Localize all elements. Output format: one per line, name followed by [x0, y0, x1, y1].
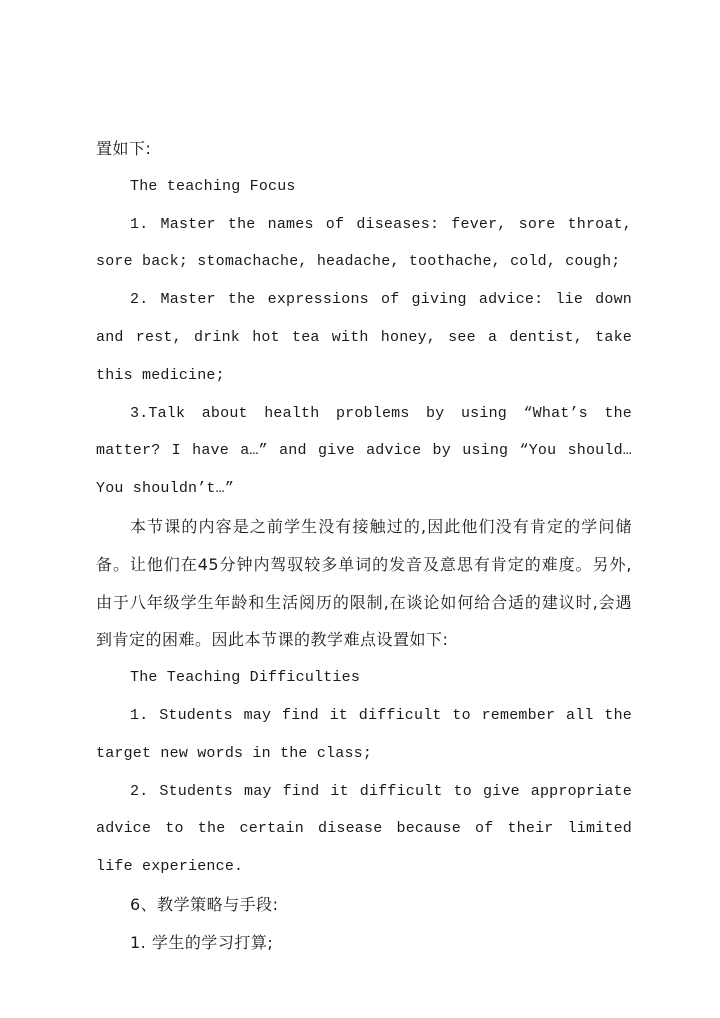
difficulty-item-1: 1. Students may find it difficult to remember all the target new words in the class; [96, 706, 632, 762]
document-body [96, 130, 632, 962]
heading-teaching-difficulties: The Teaching Difficulties [130, 669, 361, 687]
strategy-item-1: 1. 学生的学习打算; [130, 932, 274, 952]
difficulty-explanation: 本节课的内容是之前学生没有接触过的,因此他们没有肯定的学问储备。让他们在45分钟内驾驭较多单词的发音及意思有肯定的难度。另外,由于八年级学生年龄和生活阅历的限制,在谈论如何给合适的建议时,会遇到肯定的困难。因此本节课的教学难点设置如下: [96, 516, 632, 650]
focus-item-1: 1. Master the names of diseases: fever, sore throat, sore back; stomachache, headache, toothache, cold, cough; [96, 215, 632, 271]
focus-item-2: 2. Master the expressions of giving advice: lie down and rest, drink hot tea with honey, see a dentist, take this medicine; [96, 291, 632, 384]
section-heading-strategies: 6、教学策略与手段: [130, 894, 279, 914]
difficulty-item-2: 2. Students may find it difficult to give appropriate advice to the certain disease because of their limited life experience. [96, 782, 632, 876]
focus-item-3: 3.Talk about health problems by using “What’s the matter? I have a…” and give advice by using “You should… You shouldn’t…” [96, 404, 632, 498]
heading-teaching-focus: The teaching Focus [130, 177, 296, 195]
paragraph-continuation: 置如下: [96, 139, 152, 158]
